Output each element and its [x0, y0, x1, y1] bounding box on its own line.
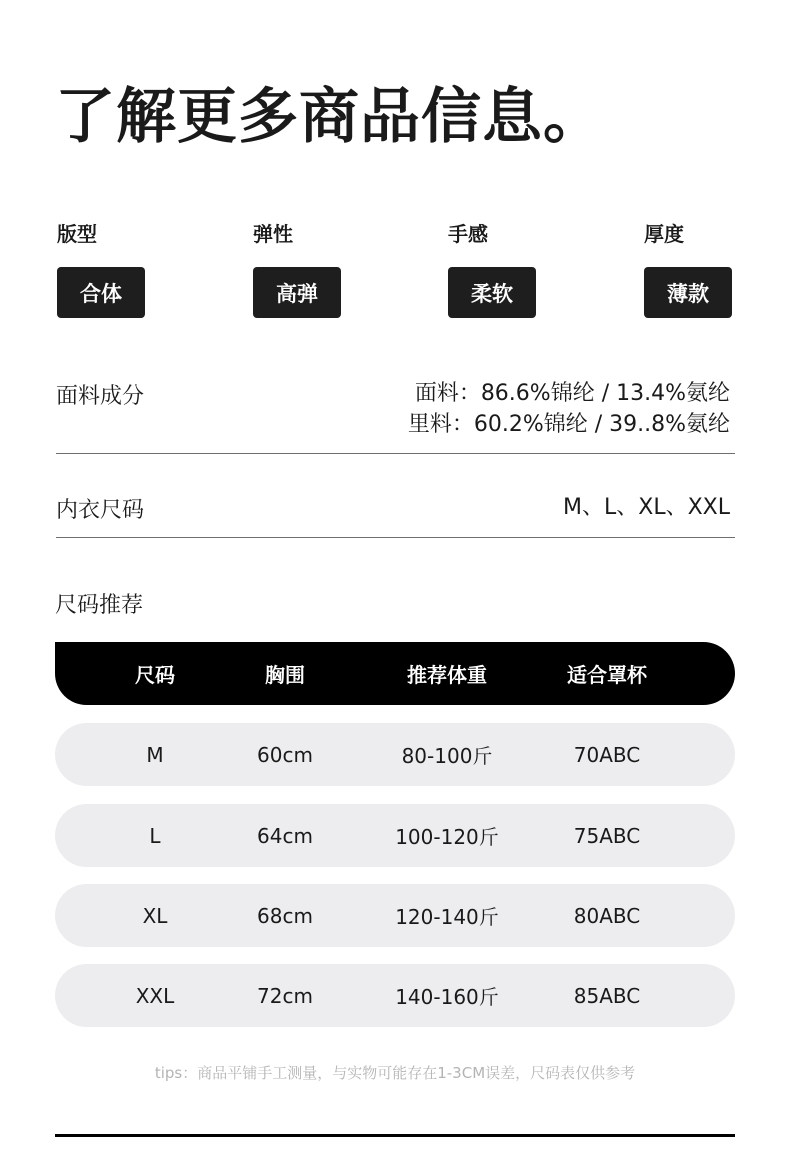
bottom-divider [55, 1134, 735, 1137]
fabric-label: 面料成分 [56, 384, 145, 409]
cell-bust: 60cm [257, 742, 313, 767]
cell-size: XL [142, 903, 168, 928]
fabric-value [408, 378, 730, 440]
cell-size: XXL [135, 983, 175, 1008]
table-row [55, 804, 735, 867]
attribute-tag: 合体 [57, 267, 145, 318]
header-cup: 适合罩杯 [567, 663, 647, 687]
cell-bust: 64cm [257, 823, 313, 848]
size-table-header [55, 642, 735, 705]
attribute-feel [448, 220, 568, 318]
cell-weight: 80-100斤 [401, 744, 493, 768]
cell-bust: 72cm [257, 983, 313, 1008]
attribute-label: 厚度 [644, 222, 684, 246]
attribute-label: 手感 [448, 222, 488, 246]
cell-size: M [146, 742, 164, 767]
cell-bust: 68cm [257, 903, 313, 928]
table-row [55, 723, 735, 786]
cell-weight: 120-140斤 [395, 905, 499, 929]
table-row [55, 964, 735, 1027]
attribute-thickness [644, 220, 764, 318]
attribute-tag: 薄款 [644, 267, 732, 318]
size-table-title: 尺码推荐 [55, 593, 144, 618]
cell-cup: 75ABC [573, 823, 641, 848]
attribute-fit [57, 220, 177, 318]
header-weight: 推荐体重 [407, 663, 487, 687]
header-bust: 胸围 [265, 663, 305, 687]
table-row [55, 884, 735, 947]
attribute-label: 版型 [57, 222, 97, 246]
fabric-lining: 里料：60.2%锦纶 / 39..8%氨纶 [407, 412, 730, 437]
attribute-label: 弹性 [253, 222, 293, 246]
cell-cup: 70ABC [573, 742, 641, 767]
size-range-row [56, 490, 735, 538]
attribute-elasticity [253, 220, 373, 318]
size-range-label: 内衣尺码 [56, 498, 145, 523]
page-title: 了解更多商品信息。 [55, 82, 604, 152]
fabric-outer: 面料：86.6%锦纶 / 13.4%氨纶 [414, 381, 730, 406]
cell-size: L [149, 823, 161, 848]
cell-weight: 140-160斤 [395, 985, 499, 1009]
fabric-row [56, 375, 735, 454]
attribute-tag: 柔软 [448, 267, 536, 318]
cell-cup: 85ABC [573, 983, 641, 1008]
size-range-value: M、L、XL、XXL [563, 495, 730, 520]
cell-cup: 80ABC [573, 903, 641, 928]
measurement-tips: tips：商品平铺手工测量，与实物可能存在1-3CM误差，尺码表仅供参考 [154, 1064, 636, 1082]
attribute-tag: 高弹 [253, 267, 341, 318]
cell-weight: 100-120斤 [395, 825, 499, 849]
header-size: 尺码 [135, 663, 175, 687]
